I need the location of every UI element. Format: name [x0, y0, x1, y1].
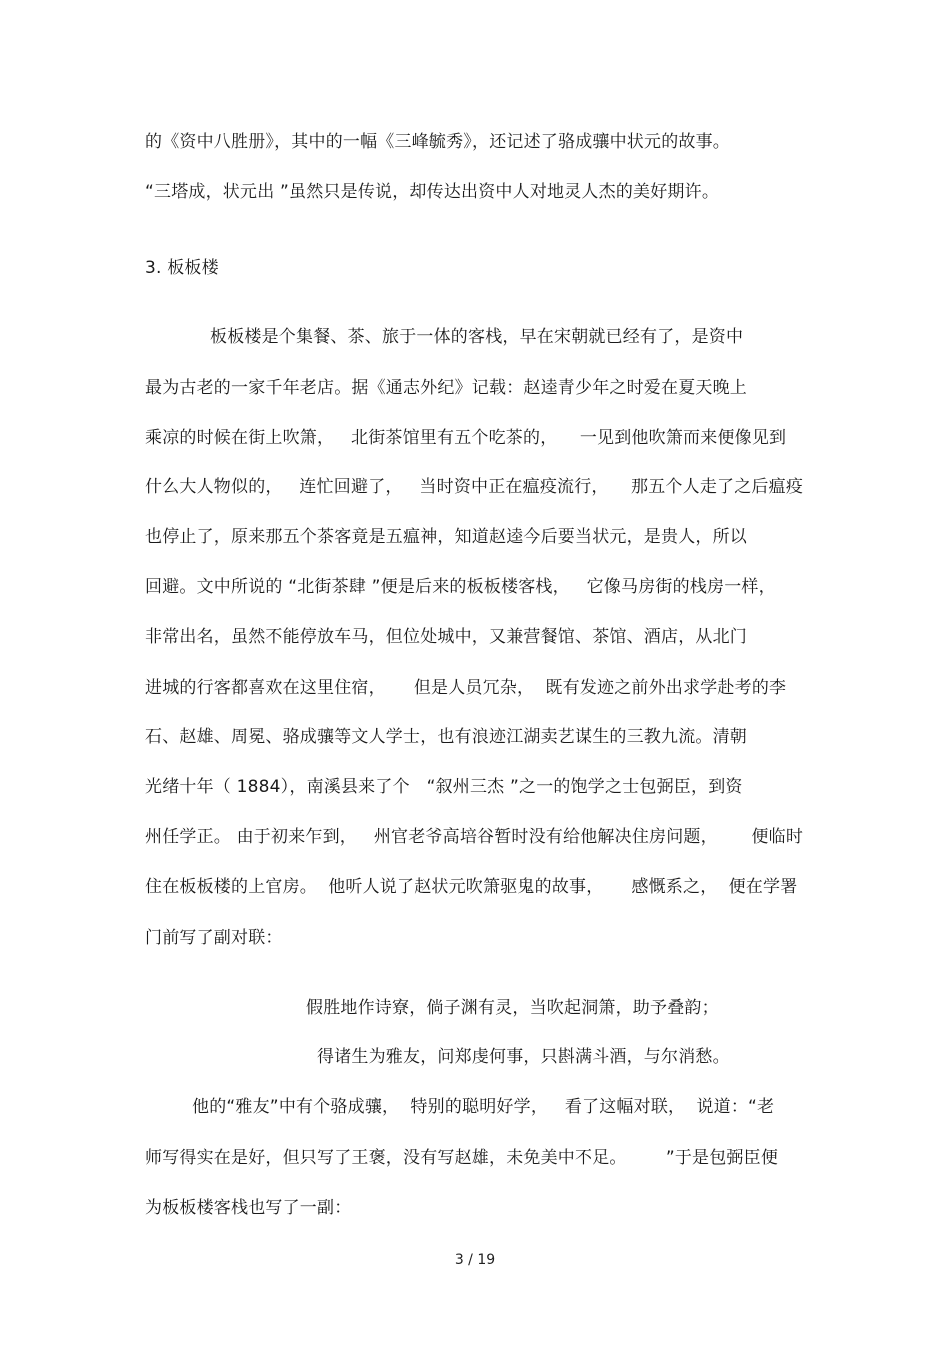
body-line: 石、赵雄、周冕、骆成骧等文人学士，也有浪迹江湖卖艺谋生的三教九流。清朝: [145, 727, 747, 747]
body-line: 也停止了，原来那五个茶客竟是五瘟神，知道赵逵今后要当状元，是贵人，所以: [145, 527, 747, 547]
body-line: 什么大人物似的， 连忙回避了， 当时资中正在瘟疫流行， 那五个人走了之后瘟疫: [145, 477, 804, 497]
body-line: 门前写了副对联：: [145, 928, 283, 948]
body-line: 板板楼是个集餐、茶、旅于一体的客栈，早在宋朝就已经有了，是资中: [210, 327, 744, 347]
couplet-line: 得诸生为雅友，问郑虔何事，只斟满斗酒，与尔消愁。: [317, 1047, 730, 1067]
section-heading: 3. 板板楼: [145, 258, 219, 278]
body-line: 回避。文中所说的 “北街茶肆 ”便是后来的板板楼客栈， 它像马房街的栈房一样，: [145, 577, 776, 597]
closing-line: 师写得实在是好，但只写了王褒，没有写赵雄，未免美中不足。 ”于是包弼臣便: [145, 1148, 779, 1168]
intro-line: “三塔成，状元出 ”虽然只是传说，却传达出资中人对地灵人杰的美好期许。: [145, 182, 720, 202]
closing-line: 为板板楼客栈也写了一副：: [145, 1198, 352, 1218]
intro-line: 的《资中八胜册》，其中的一幅《三峰毓秀》，还记述了骆成骧中状元的故事。: [145, 132, 730, 152]
page-number: 3 / 19: [454, 1252, 496, 1268]
body-line: 光绪十年（ 1884），南溪县来了个 “叙州三杰 ”之一的饱学之士包弼臣，到资: [145, 777, 743, 797]
body-line: 最为古老的一家千年老店。据《通志外纪》记载：赵逵青少年之时爱在夏天晚上: [145, 378, 747, 398]
couplet-line: 假胜地作诗寮，倘子渊有灵，当吹起洞箫，助予叠韵；: [306, 998, 719, 1018]
body-line: 非常出名，虽然不能停放车马，但位处城中，又兼营餐馆、茶馆、酒店，从北门: [145, 627, 747, 647]
body-line: 乘凉的时候在街上吹箫， 北街茶馆里有五个吃茶的， 一见到他吹箫而来便像见到: [145, 428, 787, 448]
closing-line: 他的“雅友”中有个骆成骧， 特别的聪明好学， 看了这幅对联， 说道：“老: [192, 1097, 775, 1117]
body-line: 住在板板楼的上官房。 他听人说了赵状元吹箫驱鬼的故事， 感慨系之， 便在学署: [145, 877, 798, 897]
body-line: 进城的行客都喜欢在这里住宿， 但是人员冗杂， 既有发迹之前外出求学赴考的李: [145, 678, 787, 698]
body-line: 州任学正。 由于初来乍到， 州官老爷高培谷暂时没有给他解决住房问题， 便临时: [145, 827, 804, 847]
